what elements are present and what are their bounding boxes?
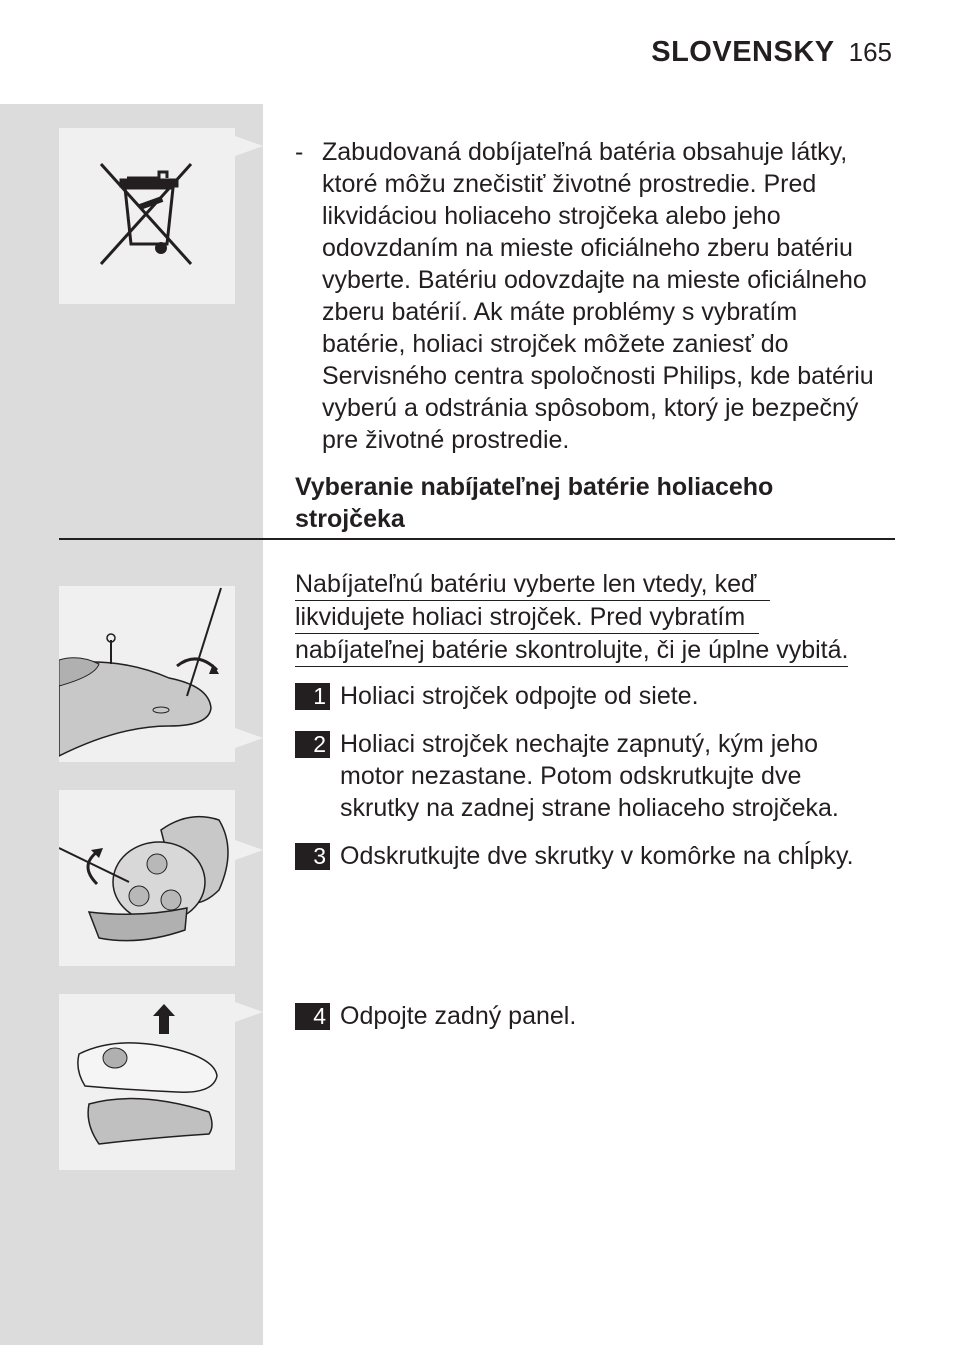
text-line: likvidáciou holiaceho strojčeka alebo jeho [322,202,781,230]
text-line: vyberú a odstránia spôsobom, ktorý je bezpečný [322,394,859,422]
figure-recycle-bin [59,128,235,304]
step-line: Holiaci strojček nechajte zapnutý, kým jeho [340,730,819,758]
page-header [651,36,892,69]
step-number-badge: 3 [295,843,330,870]
step-number-badge: 2 [295,731,330,758]
section-divider [59,538,895,540]
hair-chamber-screws-illustration [59,790,235,966]
text-line: batérie, holiaci strojček môžete zaniesť do [322,330,789,358]
step-line: skrutky na zadnej strane holiaceho strojčeka. [340,794,839,822]
figure-hair-chamber [59,790,235,966]
text-line: vyberte. Batériu odovzdajte na mieste oficiálneho [322,266,867,294]
text-line: Zabudovaná dobíjateľná batéria obsahuje látky, [322,138,848,166]
step-2 [295,728,895,824]
text-line: ktoré môžu znečistiť životné prostredie. Pred [322,170,817,198]
text-line: zberu batérií. Ak máte problémy s vybratím [322,298,798,326]
page-number: 165 [848,37,892,67]
text-line: pre životné prostredie. [322,426,570,454]
step-1 [295,680,895,712]
bullet-dash: - [295,138,304,166]
language-title: SLOVENSKY [651,36,835,68]
text-line: Servisného centra spoločnosti Philips, kde batériu [322,362,874,390]
crossed-out-bin-icon [59,128,235,304]
figure-pointer [235,1002,263,1022]
step-line: Odpojte zadný panel. [340,1002,577,1030]
warning-line: likvidujete holiaci strojček. Pred vybratím [295,601,759,634]
step-line: motor nezastane. Potom odskrutkujte dve [340,762,802,790]
step-4 [295,1000,895,1032]
figure-pointer [235,728,263,748]
text-line: odovzdaním na mieste oficiálneho zberu batériu [322,234,853,262]
warning-text [295,568,895,667]
section-heading [295,471,895,535]
figure-pointer [235,136,263,156]
intro-bullet [295,136,895,456]
heading-line: strojčeka [295,505,405,533]
step-number-badge: 4 [295,1003,330,1030]
bullet-text [322,136,874,456]
figure-shaver-back [59,586,235,762]
figure-pointer [235,840,263,860]
warning-line: nabíjateľnej batérie skontrolujte, či je úplne vybitá. [295,634,848,667]
step-line: Odskrutkujte dve skrutky v komôrke na chĺpky. [340,842,854,870]
step-3 [295,840,895,872]
step-number-badge: 1 [295,683,330,710]
remove-back-panel-illustration [59,994,235,1170]
figure-back-panel [59,994,235,1170]
shaver-back-screws-illustration [59,586,235,762]
step-line: Holiaci strojček odpojte od siete. [340,682,699,710]
heading-line: Vyberanie nabíjateľnej batérie holiaceho [295,473,774,501]
warning-line: Nabíjateľnú batériu vyberte len vtedy, keď [295,568,770,601]
